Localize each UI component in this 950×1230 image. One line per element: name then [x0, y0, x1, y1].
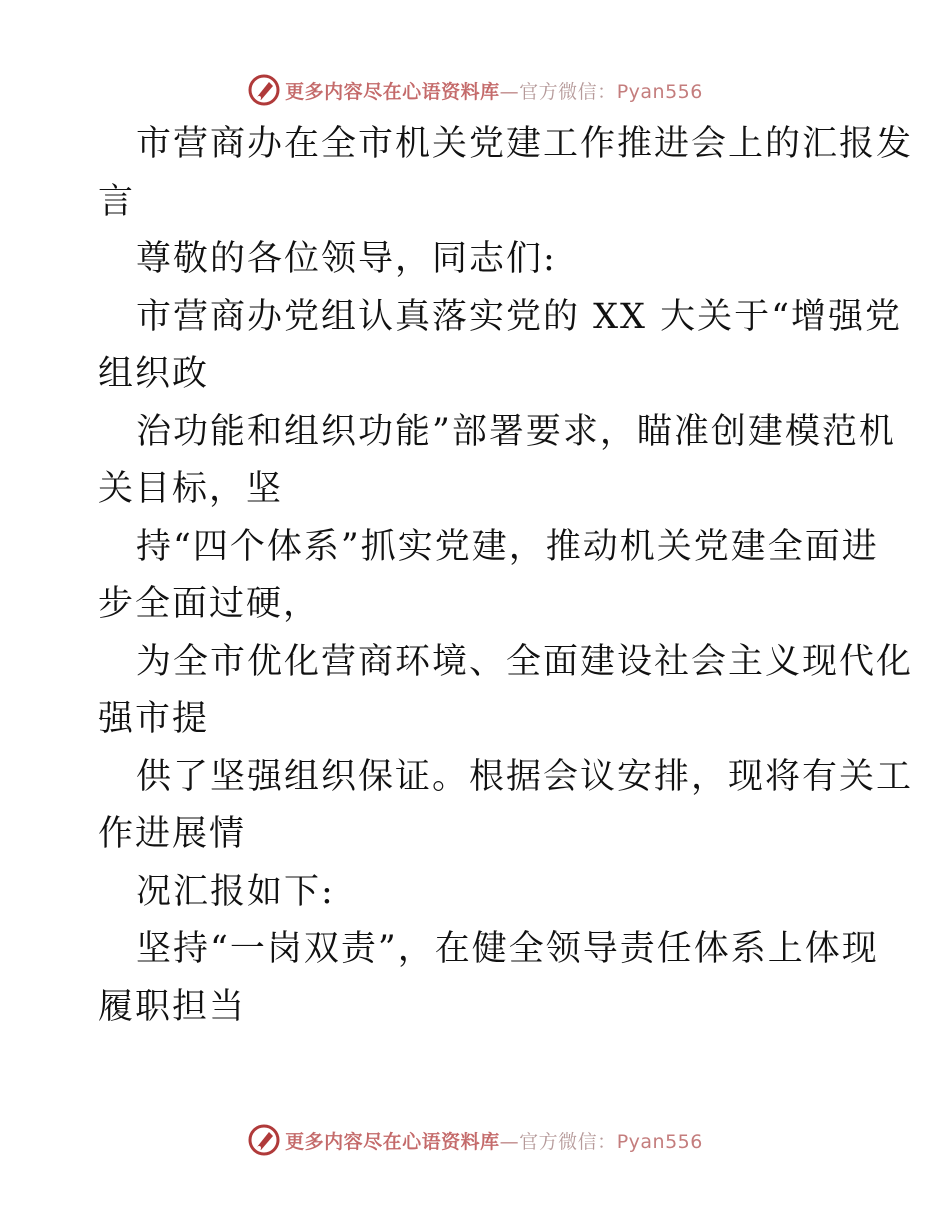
paragraph-line: 持“四个体系”抓实党建，推动机关党建全面进	[136, 526, 879, 567]
paragraph-line: 组织政	[98, 354, 210, 394]
pen-nib-logo-icon	[247, 73, 281, 107]
header-watermark	[0, 72, 950, 108]
pen-nib-logo-icon	[247, 1123, 281, 1157]
paragraph-line: 为全市优化营商环境、全面建设社会主义现代化	[136, 641, 914, 682]
paragraph-line: 关目标，坚	[98, 469, 284, 509]
title-line-2: 言	[98, 181, 136, 222]
paragraph-line: 市营商办党组认真落实党的 XX 大关于“增强党	[136, 296, 902, 337]
salutation: 尊敬的各位领导，同志们:	[136, 239, 557, 279]
paragraph-line: 供了坚强组织保证。根据会议安排，现将有关工	[136, 756, 914, 797]
section-heading-line: 坚持“一岗双责”，在健全领导责任体系上体现	[136, 929, 879, 969]
paragraph-line: 强市提	[98, 699, 210, 739]
footer-watermark	[0, 1122, 950, 1158]
paragraph-line: 况汇报如下:	[136, 871, 335, 912]
paragraph-line: 步全面过硬，	[98, 584, 321, 624]
paragraph-line: 作进展情	[98, 814, 247, 854]
document-body	[98, 116, 914, 1036]
watermark-text: 更多内容尽在心语资料库—官方微信：Pyan556	[285, 1130, 703, 1153]
title-line-1: 市营商办在全市机关党建工作推进会上的汇报发	[136, 124, 914, 164]
section-heading-line: 履职担当	[98, 986, 247, 1027]
watermark-text: 更多内容尽在心语资料库—官方微信：Pyan556	[285, 80, 703, 103]
paragraph-line: 治功能和组织功能”部署要求，瞄准创建模范机	[136, 411, 896, 452]
